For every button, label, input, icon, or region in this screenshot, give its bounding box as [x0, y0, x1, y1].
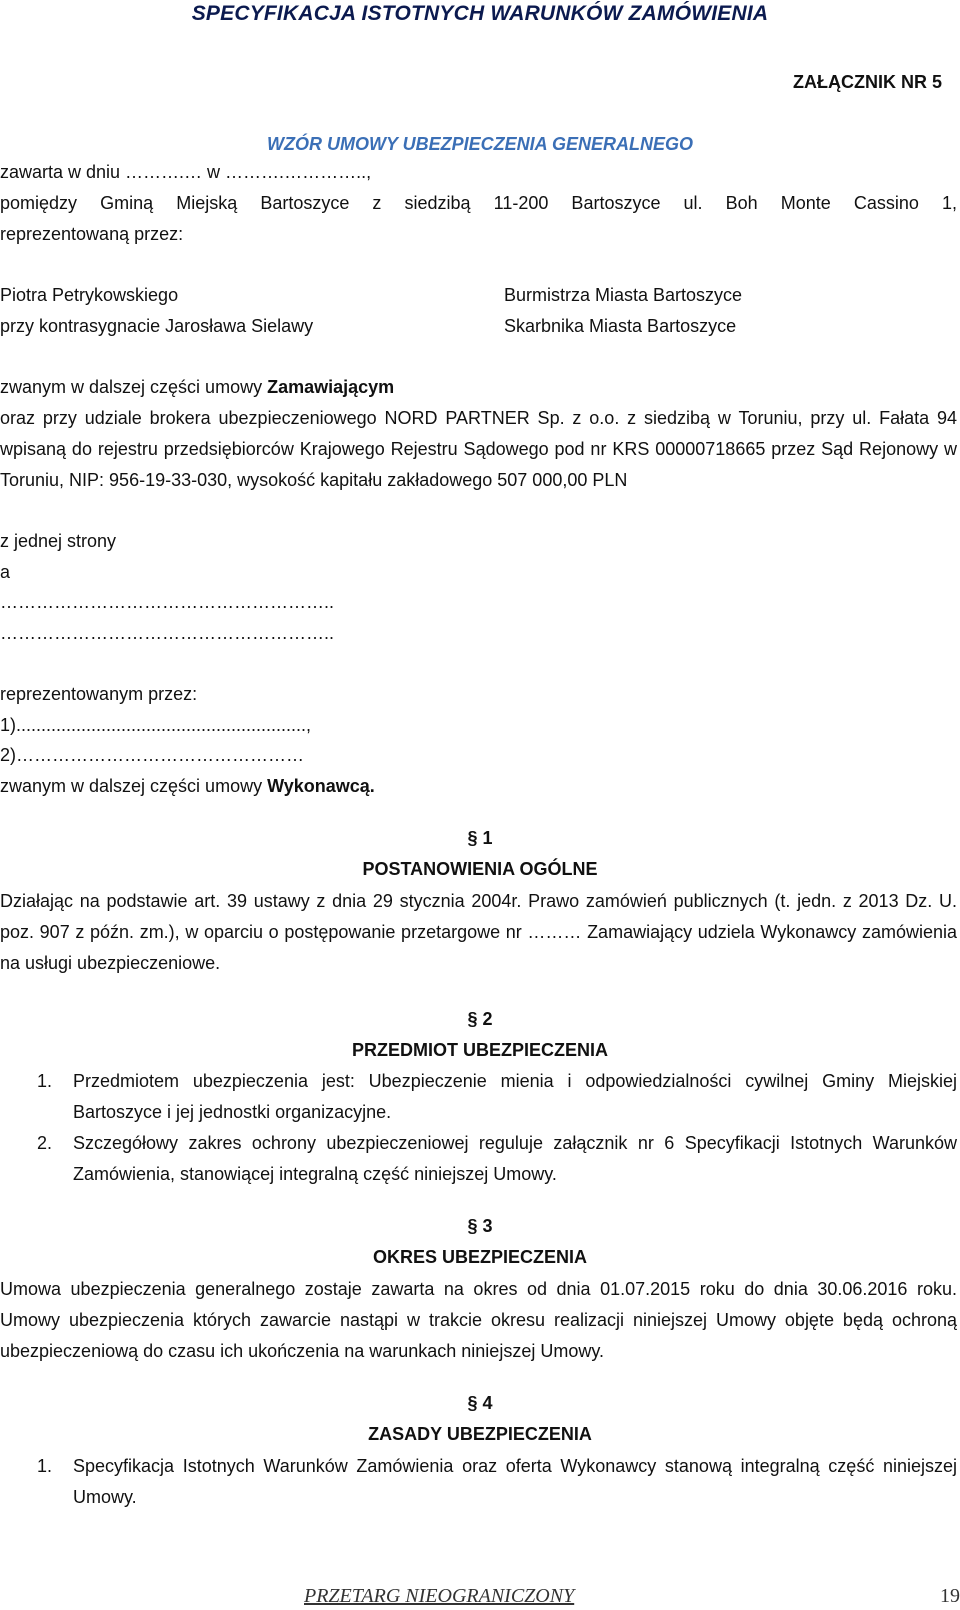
one-side-line: z jednej strony [0, 531, 117, 551]
rep-line-2: 2)………………………………………… [0, 745, 305, 765]
section-3-sign: § 3 [467, 1216, 493, 1236]
representatives-roles [504, 280, 742, 342]
rep-line-1: 1).........................................................., [0, 715, 312, 735]
list-item-text: Szczegółowy zakres ochrony ubezpieczeniowej reguluje załącznik nr 6 Specyfikacji Istotnych Warunków Zamówienia, stanowiącej integralną część niniejszej Umowy. [73, 1133, 957, 1184]
broker-paragraph: oraz przy udziale brokera ubezpieczeniowego NORD PARTNER Sp. z o.o. z siedzibą w Toruniu, przy ul. Fałata 94 wpisaną do rejestru przedsiębiorców Krajowego Rejestru Sądowego pod nr KRS 00000718665 przez Sąd Rejonowy w Toruniu, NIP: 956-19-33-030, wysokość kapitału zakładowego 507 000,00 PLN [0, 408, 957, 490]
wykonawca-term: Wykonawcą. [267, 776, 375, 796]
page-header-title: SPECYFIKACJA ISTOTNYCH WARUNKÓW ZAMÓWIENIA [191, 2, 769, 25]
parties-line: pomiędzy Gminą Miejską Bartoszyce z siedzibą 11-200 Bartoszyce ul. Boh Monte Cassino 1, [0, 193, 957, 213]
contractor-blank-1: ……………………………………………….. [0, 592, 335, 612]
section-1-sign: § 1 [467, 828, 493, 848]
list-item-number: 1. [37, 1071, 53, 1091]
section-3-text: Umowa ubezpieczenia generalnego zostaje zawarta na okres od dnia 01.07.2015 roku do dnia 30.06.2016 roku. Umowy ubezpieczenia których zawarcie nastąpi w trakcie okresu realizacji niniejszej Umowy objęte będą ochroną ubezpieczeniową do czasu ich ukończenia na warunkach niniejszej Umowy. [0, 1279, 957, 1361]
section-4-sign: § 4 [467, 1393, 493, 1413]
annex-label: ZAŁĄCZNIK NR 5 [793, 72, 942, 92]
represented-line: reprezentowaną przez: [0, 224, 184, 244]
list-item-text: Specyfikacja Istotnych Warunków Zamówienia oraz oferta Wykonawcy stanową integralną część niniejszej Umowy. [73, 1456, 957, 1507]
page-number: 19 [940, 1585, 960, 1607]
contractor-blank-2: ……………………………………………….. [0, 623, 335, 643]
rep2-role: Skarbnika Miasta Bartoszyce [504, 316, 737, 336]
footer-label: PRZETARG NIEOGRANICZONY [304, 1585, 575, 1607]
section-4-heading: ZASADY UBEZPIECZENIA [368, 1424, 592, 1444]
section-1-heading: POSTANOWIENIA OGÓLNE [362, 859, 598, 879]
and-line: a [0, 562, 11, 582]
contract-date-line: zawarta w dniu ……….… w ……….………….., [0, 162, 372, 182]
list-item-number: 2. [37, 1133, 53, 1153]
represented-by-line: reprezentowanym przez: [0, 684, 198, 704]
section-2-heading: PRZEDMIOT UBEZPIECZENIA [351, 1040, 608, 1060]
representatives-names [0, 280, 313, 342]
definition-prefix: zwanym w dalszej części umowy [0, 377, 268, 397]
rep1-name: Piotra Petrykowskiego [0, 285, 179, 305]
wykonawca-definition [0, 776, 375, 797]
section-1-text: Działając na podstawie art. 39 ustawy z dnia 29 stycznia 2004r. Prawo zamówień publicznych (t. jedn. z 2013 Dz. U. poz. 907 z późn. zm.), w oparciu o postępowanie przetargowe nr ……… Zamawiający udziela Wykonawcy zamówienia na usługi ubezpieczeniowe. [0, 891, 957, 973]
zamawiajacy-definition [0, 377, 394, 398]
rep1-role: Burmistrza Miasta Bartoszyce [504, 285, 743, 305]
section-3-heading: OKRES UBEZPIECZENIA [372, 1247, 588, 1267]
list-item-text: Przedmiotem ubezpieczenia jest: Ubezpieczenie mienia i odpowiedzialności cywilnej Gminy Miejskiej Bartoszyce i jej jednostki organizacyjne. [73, 1071, 957, 1122]
zamawiajacy-term: Zamawiającym [267, 377, 395, 397]
contract-title: WZÓR UMOWY UBEZPIECZENIA GENERALNEGO [266, 134, 693, 154]
section-2-sign: § 2 [467, 1009, 493, 1029]
definition-prefix-2: zwanym w dalszej części umowy [0, 776, 268, 796]
rep2-name: przy kontrasygnacie Jarosława Sielawy [0, 316, 314, 336]
list-item-number: 1. [37, 1456, 53, 1476]
